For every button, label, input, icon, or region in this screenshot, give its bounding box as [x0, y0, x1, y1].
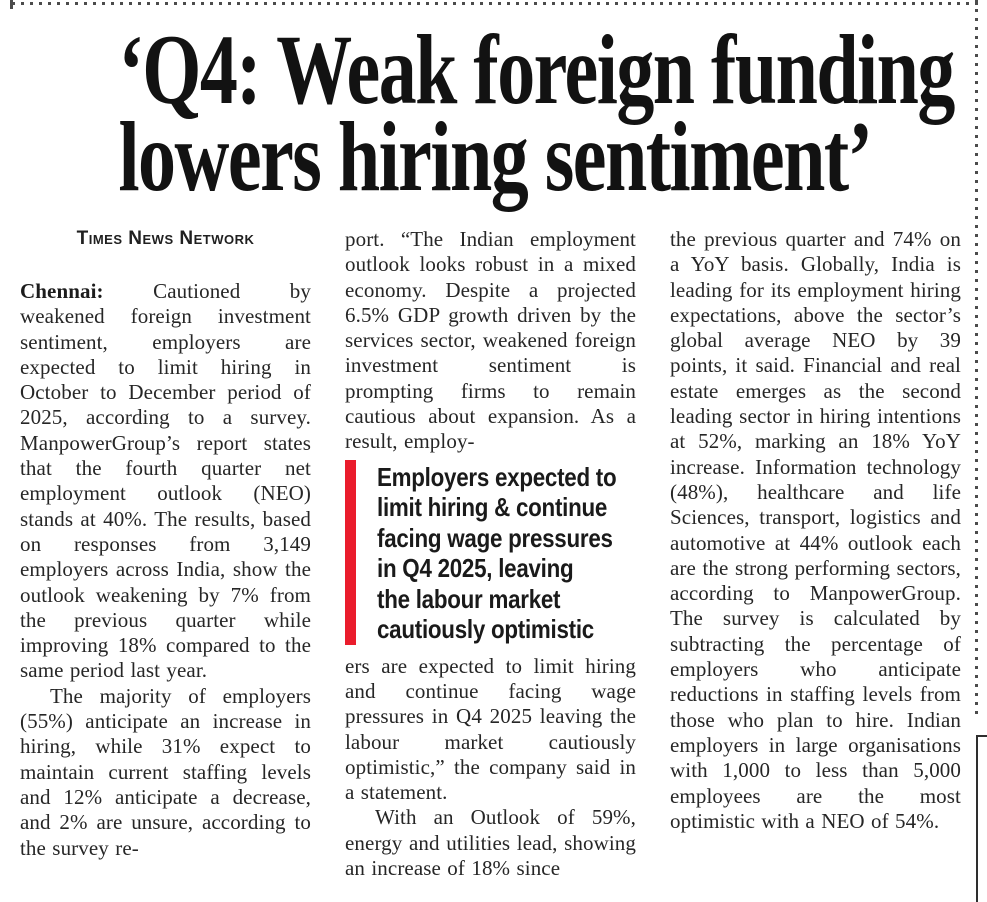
pull-quote-text	[377, 460, 655, 645]
body-paragraph: With an Outlook of 59%, energy and utilities lead, showing an increase of 18% since	[345, 805, 636, 881]
body-paragraph: ers are expected to limit hiring and continue facing wage pressures in Q4 2025 leaving the labour market cautiously optimistic,” the company said in a statement.	[345, 653, 636, 805]
top-dotted-border	[12, 2, 978, 5]
right-dotted-border	[975, 0, 978, 714]
body-paragraph: the previous quarter and 74% on a YoY basis. Globally, India is leading for its employment hiring expectations, above the sector’s global average NEO by 39 points, it said. Financial and real estate emerges as the second leading sector in hiring intentions at 52%, marking an 18% YoY increase. Information technology (48%), healthcare and life Sciences, transport, logistics and automotive at 44% outlook each are the strong performing sectors, according to ManpowerGroup. The survey is calculated by subtracting the percentage of employers who anticipate reductions in staffing levels from those who plan to hire. Indian employers in large organisations with 1,000 to less than 5,000 employees are the most optimistic with a NEO of 54%.	[670, 227, 961, 833]
pull-quote-line: facing wage pressures	[377, 522, 613, 553]
adjacent-article-frame-corner	[976, 735, 987, 902]
dateline: Chennai:	[20, 279, 104, 303]
byline: Times News Network	[76, 228, 255, 249]
column-1	[20, 227, 311, 881]
body-paragraph: The majority of employers (55%) anticipate an increase in hiring, while 31% expect to maintain current staffing levels and 12% anticipate a decrease, and 2% are unsure, according to the survey re-	[20, 683, 311, 860]
pull-quote-line: limit hiring & continue	[377, 492, 608, 523]
column-2	[345, 227, 636, 881]
headline-line-1: ‘Q4: Weak foreign funding	[118, 14, 954, 125]
pull-quote-line: the labour market	[377, 583, 561, 614]
pull-quote	[345, 460, 636, 645]
body-paragraph: port. “The Indian employment outlook looks robust in a mixed economy. Despite a projected 6.5% GDP growth driven by the services sector, weakened foreign investment sentiment is prompting firms to remain cautious about expansion. As a result, employ-	[345, 227, 636, 454]
paragraph-text: Cautioned by weakened foreign investment sentiment, employers are expected to limit hiring in October to December period of 2025, according to a survey. ManpowerGroup’s report states that the fourth quarter net employment outlook (NEO) stands at 40%. The results, based on responses from 3,149 employers across India, show the outlook weakening by 7% from the previous quarter while improving 18% compared to the same period last year.	[20, 279, 311, 683]
headline-line-2: lowers hiring sentiment’	[118, 101, 872, 212]
pull-quote-line: Employers expected to	[377, 461, 617, 492]
article-columns	[20, 227, 961, 881]
headline	[0, 0, 987, 226]
left-edge-dash	[10, 0, 13, 9]
pull-quote-line: in Q4 2025, leaving	[377, 553, 574, 584]
pull-quote-accent-bar	[345, 460, 356, 645]
body-paragraph	[20, 279, 311, 684]
pull-quote-line: cautiously optimistic	[377, 614, 594, 645]
column-3	[670, 227, 961, 881]
